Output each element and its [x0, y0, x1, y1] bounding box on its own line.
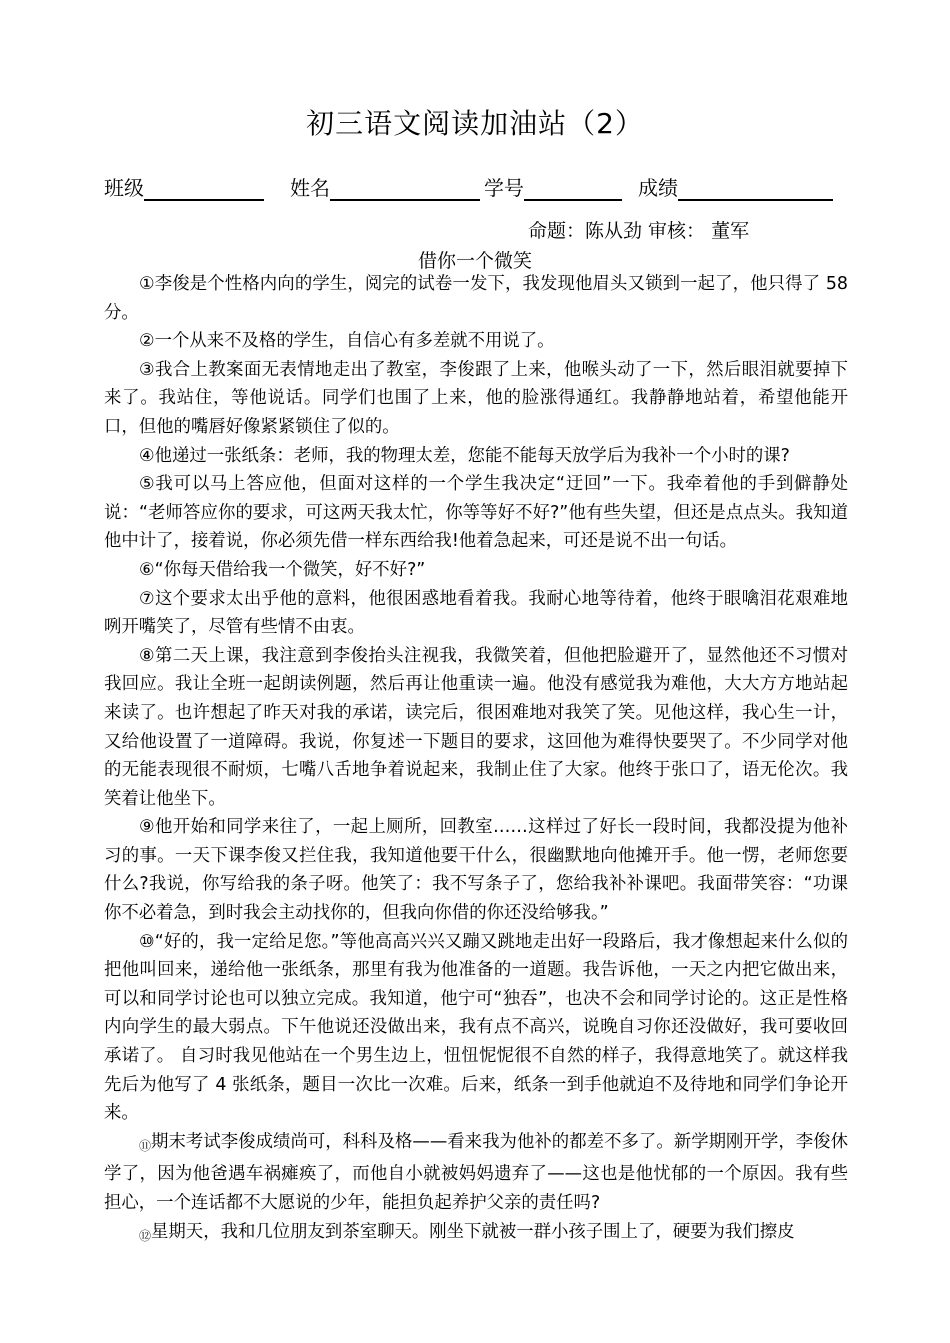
document-title: 初三语文阅读加油站（2）: [306, 107, 644, 140]
name-blank[interactable]: [330, 173, 480, 201]
paragraph-12-text: 星期天，我和几位朋友到茶室聊天。刚坐下就被一群小孩子围上了，硬要为我们擦皮: [151, 1221, 795, 1242]
paragraph-1: ①李俊是个性格内向的学生，阅完的试卷一发下，我发现他眉头又锁到一起了，他只得了 58 分。: [104, 274, 848, 323]
paragraph-7: ⑦这个要求太出乎他的意料，他很困惑地看着我。我耐心地等待着，他终于眼噙泪花艰难地咧开嘴笑了，尽管有些情不由衷。: [104, 588, 848, 638]
name-field: [290, 172, 480, 201]
paragraph-11: [104, 1128, 848, 1218]
score-blank[interactable]: [678, 173, 833, 201]
paragraph-3: ③我合上教案面无表情地走出了教室，李俊跟了上来，他喉头动了一下，然后眼泪就要掉下来了。我站住，等他说话。同学们也围了上来，他的脸涨得通红。我静静地站着，希望他能开口，但他的嘴唇好像紧紧锁住了似的。: [104, 359, 848, 437]
student-info-row: [104, 172, 844, 204]
paragraph-2: ②一个从来不及格的学生，自信心有多差就不用说了。: [139, 331, 555, 352]
paragraph-11-marker: ⑪: [139, 1138, 152, 1153]
paragraph-11-text: 期末考试李俊成绩尚可，科科及格——看来我为他补的都差不多了。新学期刚开学，李俊休学了，因为他爸遇车祸瘫痪了，而他自小就被妈妈遗弃了——这也是他忧郁的一个原因。我有些担心，一个连话都不大愿说的少年，能担负起养护父亲的责任吗?: [104, 1131, 848, 1213]
name-label: 姓名: [290, 176, 330, 200]
student-id-label: 学号: [484, 176, 524, 200]
score-field: [638, 172, 833, 201]
paragraph-9: ⑨他开始和同学来往了，一起上厕所，回教室……这样过了好长一段时间，我都没提为他补习的事。一天下课李俊又拦住我，我知道他要干什么，很幽默地向他摊开手。他一愣，老师您要什么?我说，你写给我的条子呀。他笑了：我不写条子了，您给我补补课吧。我面带笑容：“功课你不必着急，到时我会主动找你的，但我向你借的你还没给够我。”: [104, 817, 848, 924]
paragraph-10: ⑩“好的，我一定给足您。”等他高高兴兴又蹦又跳地走出好一段路后，我才像想起来什么似的把他叫回来，递给他一张纸条，那里有我为他准备的一道题。我告诉他，一天之内把它做出来，可以和同学讨论也可以独立完成。我知道，他宁可“独吞”，也决不会和同学讨论的。这正是性格内向学生的最大弱点。下午他说还没做出来，我有点不高兴，说晚自习你还没做好，我可要收回承诺了。 自习时我见他站在一个男生边上，忸忸怩怩很不自然的样子，我得意地笑了。就这样我先后为他写了 4 张纸条，题目一次比一次难。后来，纸条一到手他就迫不及待地和同学们争论开来。: [104, 931, 848, 1124]
student-id-field: [484, 172, 622, 201]
paragraph-8: ⑧第二天上课，我注意到李俊抬头注视我，我微笑着，但他把脸避开了，显然他还不习惯对我回应。我让全班一起朗读例题，然后再让他重读一遍。他没有感觉我为难他，大大方方地站起来读了。也许想起了昨天对我的承诺，读完后，很困难地对我笑了笑。见他这样，我心生一计，又给他设置了一道障碍。我说，你复述一下题目的要求，这回他为难得快要哭了。不少同学对他的无能表现很不耐烦，七嘴八舌地争着说起来，我制止住了大家。他终于张口了，语无伦次。我笑着让他坐下。: [104, 645, 848, 809]
author-line: 命题：陈从劲 审核： 董军: [528, 220, 750, 242]
paragraph-4: ④他递过一张纸条：老师，我的物理太差，您能不能每天放学后为我补一个小时的课?: [139, 445, 790, 466]
paragraph-5: ⑤我可以马上答应他，但面对这样的一个学生我决定“迂回”一下。我牵着他的手到僻静处说：“老师答应你的要求，可这两天我太忙，你等等好不好?”他有些失望，但还是点点头。我知道他中计了，接着说，你必须先借一样东西给我!他着急起来，可还是说不出一句话。: [104, 474, 848, 552]
class-blank[interactable]: [144, 173, 264, 201]
paragraph-12-marker: ⑫: [139, 1228, 152, 1243]
score-label: 成绩: [638, 176, 678, 200]
student-id-blank[interactable]: [524, 173, 622, 201]
class-field: [104, 172, 264, 201]
class-label: 班级: [104, 176, 144, 200]
article-body: [104, 270, 848, 1250]
paragraph-12: [104, 1218, 848, 1251]
paragraph-6: ⑥“你每天借给我一个微笑，好不好?”: [139, 559, 426, 580]
article-title: 借你一个微笑: [417, 250, 532, 272]
